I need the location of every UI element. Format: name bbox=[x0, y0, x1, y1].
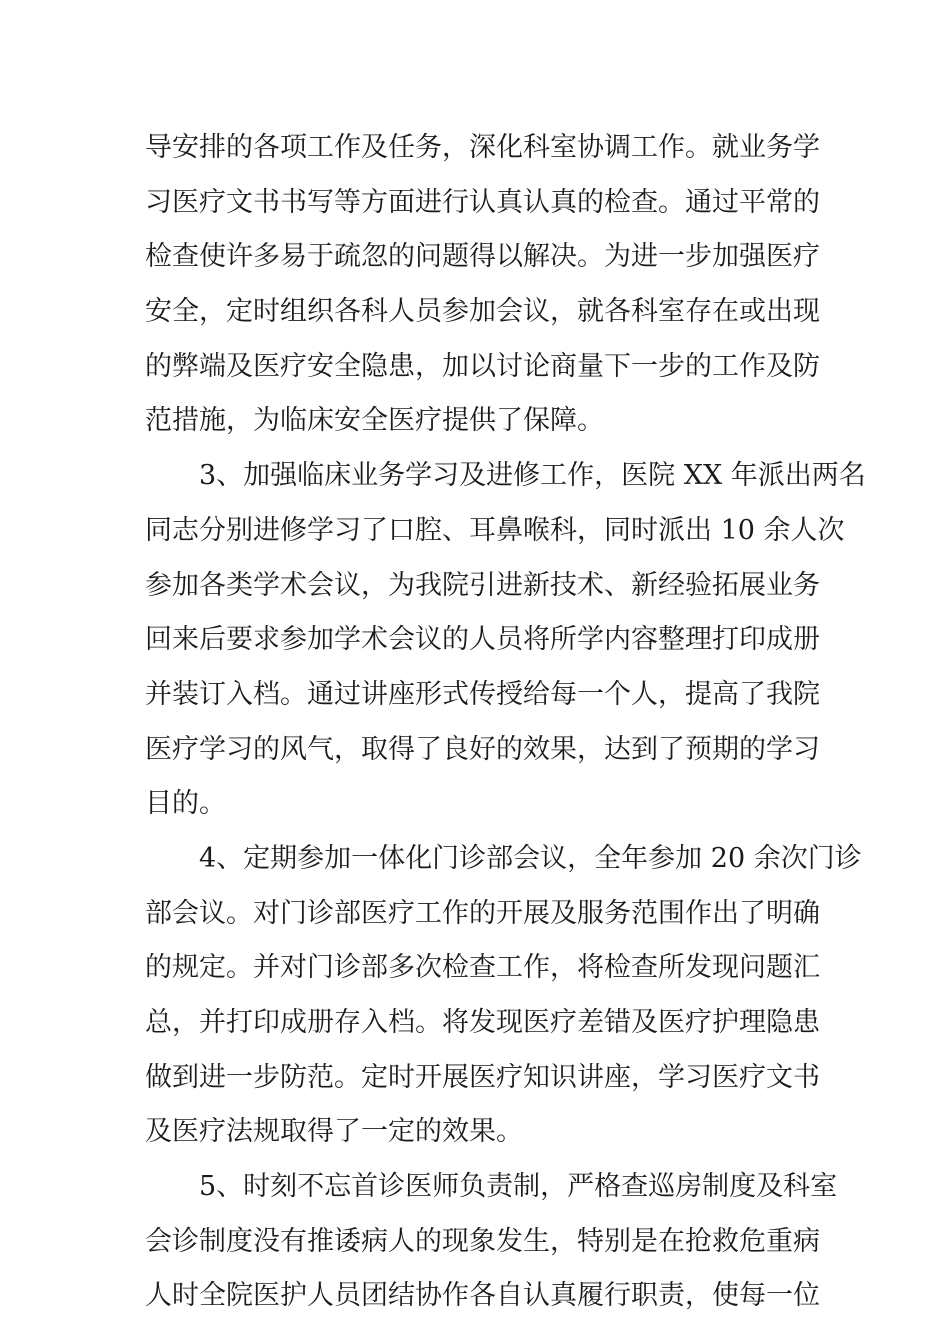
text-line: 习医疗文书书写等方面进行认真认真的检查。通过平常的 bbox=[145, 186, 820, 218]
text-line: 回来后要求参加学术会议的人员将所学内容整理打印成册 bbox=[145, 624, 820, 656]
text-line: 并装订入档。通过讲座形式传授给每一个人，提高了我院 bbox=[145, 678, 820, 710]
text-line: 的规定。并对门诊部多次检查工作，将检查所发现问题汇 bbox=[145, 952, 820, 984]
text-line: 目的。 bbox=[145, 788, 226, 820]
text-line: 部会议。对门诊部医疗工作的开展及服务范围作出了明确 bbox=[145, 897, 820, 929]
text-line: 参加各类学术会议，为我院引进新技术、新经验拓展业务 bbox=[145, 569, 820, 601]
text-line: 同志分别进修学习了口腔、耳鼻喉科，同时派出 10 余人次 bbox=[145, 514, 845, 546]
text-line: 医疗学习的风气，取得了良好的效果，达到了预期的学习 bbox=[145, 733, 820, 765]
text-line: 检查使许多易于疏忽的问题得以解决。为进一步加强医疗 bbox=[145, 241, 820, 273]
text-line: 人时全院医护人员团结协作各自认真履行职责，使每一位 bbox=[145, 1280, 820, 1312]
text-line: 导安排的各项工作及任务，深化科室协调工作。就业务学 bbox=[145, 132, 820, 163]
text-line: 总，并打印成册存入档。将发现医疗差错及医疗护理隐患 bbox=[145, 1007, 820, 1038]
text-line: 安全，定时组织各科人员参加会议，就各科室存在或出现 bbox=[145, 296, 820, 328]
document-body bbox=[145, 121, 866, 1324]
text-line: 4、定期参加一体化门诊部会议，全年参加 20 余次门诊 bbox=[199, 842, 862, 874]
text-line: 的弊端及医疗安全隐患，加以讨论商量下一步的工作及防 bbox=[145, 350, 820, 382]
text-line: 5、时刻不忘首诊医师负责制，严格查巡房制度及科室 bbox=[199, 1171, 838, 1203]
text-line: 会诊制度没有推诿病人的现象发生，特别是在抢救危重病 bbox=[145, 1225, 820, 1257]
text-line: 及医疗法规取得了一定的效果。 bbox=[145, 1116, 523, 1148]
text-line: 做到进一步防范。定时开展医疗知识讲座，学习医疗文书 bbox=[145, 1061, 820, 1093]
text-line: 范措施，为临床安全医疗提供了保障。 bbox=[145, 405, 604, 437]
text-line: 3、加强临床业务学习及进修工作，医院 XX 年派出两名 bbox=[199, 460, 866, 492]
